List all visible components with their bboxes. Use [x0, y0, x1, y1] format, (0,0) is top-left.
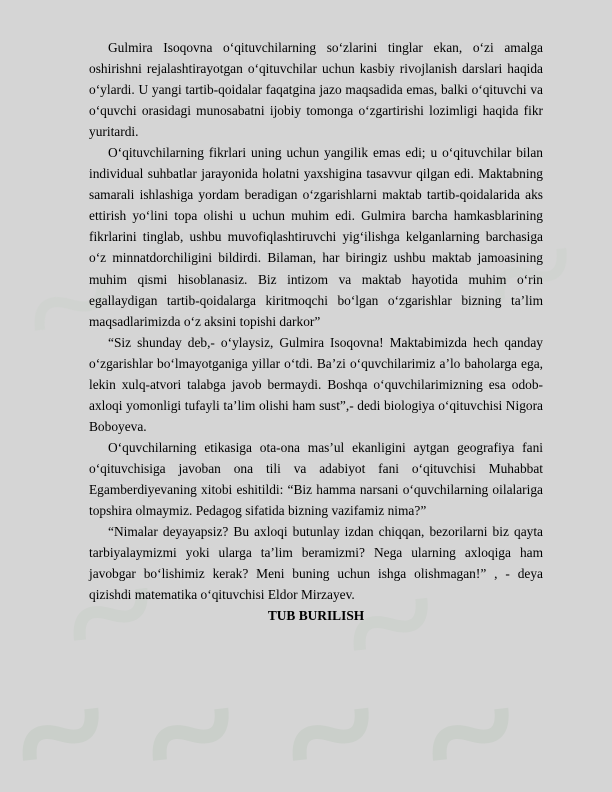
paragraph: “Siz shunday deb,- o‘ylaysiz, Gulmira Isoqovna! Maktabimizda hech qanday o‘zgarishlar bo‘lmayotganiga yillar o‘tdi. Ba’zi o‘quvchilarimiz a’lo baholarga ega, lekin xulq-atvori talabga javob bermaydi. Boshqa o‘quvchilarimizning esa odob-axloqi yomonligi tufayli ta’lim olishi ham sust”,- dedi biologiya o‘qituvchisi Nigora Boboyeva.: [89, 334, 543, 434]
paragraph: “Nimalar deyayapsiz? Bu axloqi butunlay izdan chiqqan, bezorilarni biz qayta tarbiyalaymizmi yoki ularga ta’lim beramizmi? Nega ularning axloqiga ham javobgar bo‘lishimiz kerak? Meni buning uchun ishga olishmagan!” , - deya qizishdi matematika o‘qituvchisi Eldor Mirzayev.: [89, 524, 543, 603]
document-page: [89, 37, 543, 626]
section-heading: TUB BURILISH: [267, 608, 365, 624]
paragraph: O‘qituvchilarning fikrlari uning uchun yangilik emas edi; u o‘qituvchilar bilan individual suhbatlar jarayonida holatni yaxshigina tasavvur qilgan edi. Maktabning samarali ishlashiga yordam beradigan o‘zgarishlarni maktab tartib-qoidalarida aks ettirish yo‘lini topa olishi u uchun muhim edi. Gulmira barcha hamkasblarining fikrlarini tinglab, ushbu muvofiqlashtiruvchi yig‘ilishga kelganlarning barchasiga o‘z minnatdorchiligini bildirdi. Bilaman, har biringiz ushbu maktab jamoasining muhim qismi hisoblanasiz. Biz intizom va maktab hayotida muhim o‘rin egallaydigan tartib-qoidalarga kiritmoqchi bo‘lgan o‘zgarishlar bizning ta’lim maqsadlarimizda o‘z aksini topishi darkor”: [89, 145, 543, 329]
paragraph: O‘quvchilarning etikasiga ota-ona mas’ul ekanligini aytgan geografiya fani o‘qituvchisiga javoban ona tili va adabiyot fani o‘qituvchisi Muhabbat Egamberdiyevaning xitobi eshitildi: “Biz hamma narsani o‘quvchilarning oilalariga topshira olmaymiz. Pedagog sifatida bizning vazifamiz nima?”: [89, 439, 543, 519]
paragraph: Gulmira Isoqovna o‘qituvchilarning so‘zlarini tinglar ekan, o‘zi amalga oshirishni rejalashtirayotgan o‘qituvchilar uchun kasbiy rivojlanish darslari haqida o‘ylardi. U yangi tartib-qoidalar faqatgina jazo maqsadida emas, balki o‘qituvchi va o‘quvchi orasidagi munosabatni ijobiy tomonga o‘zgartirishi lozimligi haqida fikr yuritardi.: [89, 40, 543, 140]
